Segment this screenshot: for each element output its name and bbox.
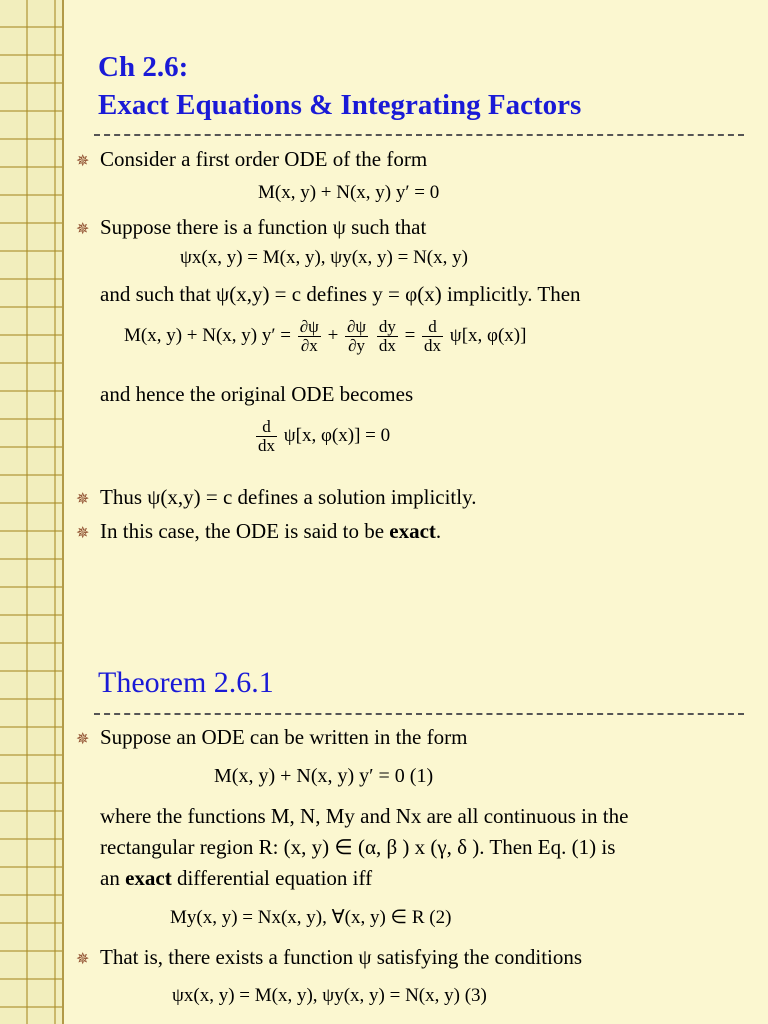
equation-1: M(x, y) + N(x, y) y′ = 0 (1) [214,765,434,787]
bullet-item [76,724,467,753]
eq-right-side: ψ[x, φ(x)] = 0 [283,424,391,446]
paragraph-text [100,864,372,892]
bullet-text: Suppose there is a function ψ such that [100,215,427,239]
fraction-dpsi-dy [345,318,368,355]
bullet-star-icon: ✵ [76,491,90,508]
bullet-item [76,484,476,513]
fraction-d-dx [256,418,277,455]
fraction-dy-dx [377,318,398,355]
bullet-star-icon: ✵ [76,731,90,748]
eq-left-side: M(x, y) + N(x, y) y′ = [124,324,292,346]
eq-right-side: ψ[x, φ(x)] [449,324,527,346]
bullet-text: That is, there exists a function ψ satisfying the conditions [100,945,583,969]
frac-num: dy [378,317,396,336]
frac-num: d [256,418,277,437]
equation-ode-form: M(x, y) + N(x, y) y′ = 0 [258,182,440,203]
paragraph-text-start: an [100,866,126,890]
bullet-text-end: . [435,519,442,543]
frac-den: dx [424,336,442,355]
frac-den: dx [258,436,275,455]
fraction-d-dx [422,318,443,355]
equation-chain-rule [124,318,526,355]
frac-num: ∂ψ [299,317,319,336]
frac-den: ∂x [300,336,318,355]
bullet-star-icon: ✵ [76,153,90,170]
equation-psi-conditions: ψx(x, y) = M(x, y), ψy(x, y) = N(x, y) [180,247,468,268]
bold-term: exact [389,519,436,543]
equation-2: My(x, y) = Nx(x, y), ∀(x, y) ∈ R (2) [170,907,452,928]
slide-title: Theorem 2.6.1 [98,666,274,699]
frac-num: d [422,318,443,337]
paragraph-text: and such that ψ(x,y) = c defines y = φ(x) implicitly. Then [100,282,581,306]
bullet-star-icon: ✵ [76,221,90,238]
equals-sign: = [404,324,416,346]
paragraph-text-end: differential equation iff [171,866,373,890]
bullet-item [76,944,582,973]
title-line-2: Exact Equations & Integrating Factors [98,89,582,121]
bullet-text: In this case, the ODE is said to be [100,519,390,543]
equation-3: ψx(x, y) = M(x, y), ψy(x, y) = N(x, y) (3) [172,985,487,1006]
frac-den: ∂y [348,336,365,355]
fraction-dpsi-dx [298,318,321,355]
paragraph-text: where the functions M, N, My and Nx are all continuous in the [100,804,629,828]
slide-title [98,48,581,124]
title-rule [94,134,744,136]
plus-sign: + [327,324,339,346]
bullet-item [76,518,441,547]
bullet-star-icon: ✵ [76,951,90,968]
equation-derivative-zero [254,418,390,455]
bullet-item [76,146,427,175]
title-rule [94,713,744,715]
frac-num: ∂ψ [347,317,367,336]
slide-theorem-2-6-1 [0,640,768,1024]
paragraph-text: rectangular region R: (x, y) ∈ (α, β ) x (γ, δ ). Then Eq. (1) is [100,835,616,859]
bullet-star-icon: ✵ [76,525,90,542]
frac-den: dx [378,336,396,355]
title-line-1: Ch 2.6: [98,51,189,83]
paragraph-text: and hence the original ODE becomes [100,382,414,406]
bullet-text: Consider a first order ODE of the form [100,147,428,171]
bullet-text: Thus ψ(x,y) = c defines a solution implicitly. [100,485,477,509]
bullet-item [76,214,426,243]
bold-term: exact [125,866,172,890]
bullet-text: Suppose an ODE can be written in the form [100,725,468,749]
